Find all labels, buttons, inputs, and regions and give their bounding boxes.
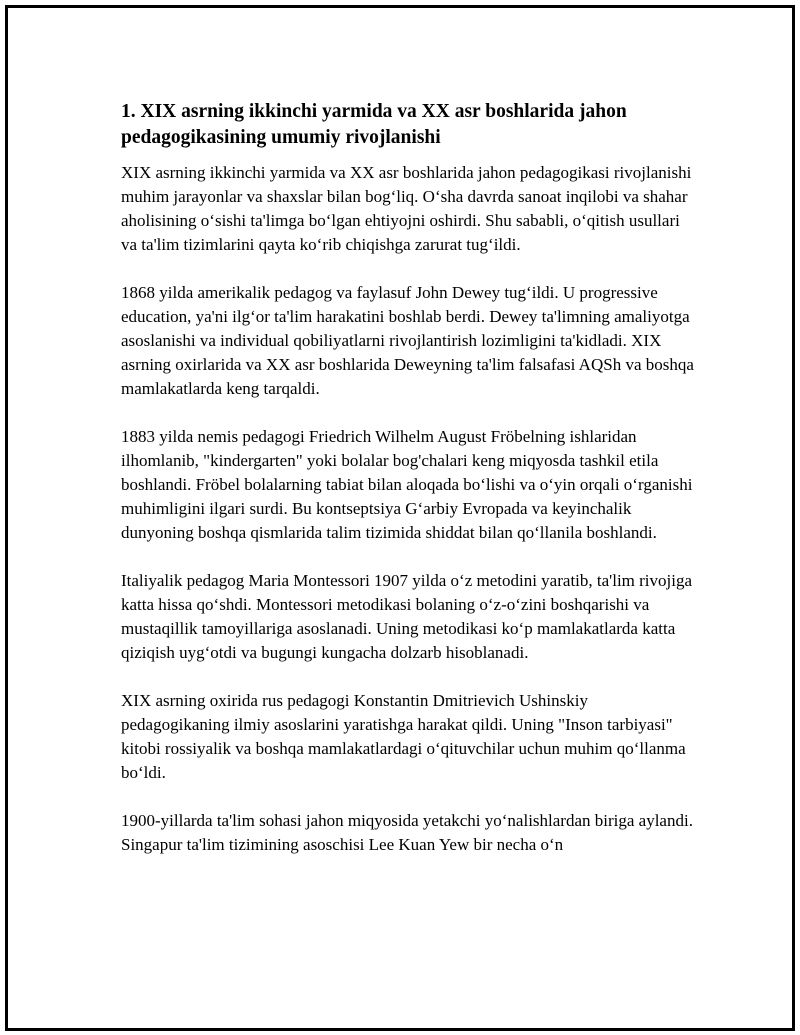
document-body	[121, 99, 696, 881]
paragraph: 1900-yillarda ta'lim sohasi jahon miqyosida yetakchi yo‘nalishlardan biriga aylandi. Singapur ta'lim tizimining asoschisi Lee Kuan Yew bir necha o‘n	[121, 811, 693, 854]
paragraph: XIX asrning oxirida rus pedagogi Konstantin Dmitrievich Ushinskiy pedagogikaning ilmiy asoslarini yaratishga harakat qildi. Uning "Inson tarbiyasi" kitobi rossiyalik va boshqa mamlakatlardagi o‘qituvchilar uchun muhim qo‘llanma bo‘ldi.	[121, 691, 686, 782]
section-heading: 1. XIX asrning ikkinchi yarmida va XX asr boshlarida jahon pedagogikasining umumiy rivojlanishi	[121, 101, 627, 148]
paragraph: 1868 yilda amerikalik pedagog va faylasuf John Dewey tug‘ildi. U progressive education, ya'ni ilg‘or ta'lim harakatini boshlab berdi. Dewey ta'limning amaliyotga asoslanishi va individual qobiliyatlarni rivojlantirish lozimligini ta'kidladi. XIX asrning oxirlarida va XX asr boshlarida Deweyning ta'lim falsafasi AQSh va boshqa mamlakatlarda keng tarqaldi.	[121, 283, 694, 398]
paragraph: 1883 yilda nemis pedagogi Friedrich Wilhelm August Fröbelning ishlaridan ilhomlanib, "kindergarten" yoki bolalar bog'chalari keng miqyosda tashkil etila boshlandi. Fröbel bolalarning tabiat bilan aloqada bo‘lishi va o‘yin orqali o‘rganishi muhimligini ilgari surdi. Bu kontseptsiya G‘arbiy Evropada va keyinchalik dunyoning boshqa qismlarida talim tizimida shiddat bilan qo‘llanila boshlandi.	[121, 427, 693, 542]
paragraph: Italiyalik pedagog Maria Montessori 1907 yilda o‘z metodini yaratib, ta'lim rivojiga katta hissa qo‘shdi. Montessori metodikasi bolaning o‘z-o‘zini boshqarishi va mustaqillik tamoyillariga asoslanadi. Uning metodikasi ko‘p mamlakatlarda katta qiziqish uyg‘otdi va bugungi kungacha dolzarb hisoblanadi.	[121, 571, 693, 662]
paragraph: XIX asrning ikkinchi yarmida va XX asr boshlarida jahon pedagogikasi rivojlanishi muhim jarayonlar va shaxslar bilan bog‘liq. O‘sha davrda sanoat inqilobi va shahar aholisining o‘sishi ta'limga bo‘lgan ehtiyojni oshirdi. Shu sababli, o‘qitish usullari va ta'lim tizimlarini qayta ko‘rib chiqishga zarurat tug‘ildi.	[121, 163, 692, 254]
document-page	[5, 5, 795, 1031]
